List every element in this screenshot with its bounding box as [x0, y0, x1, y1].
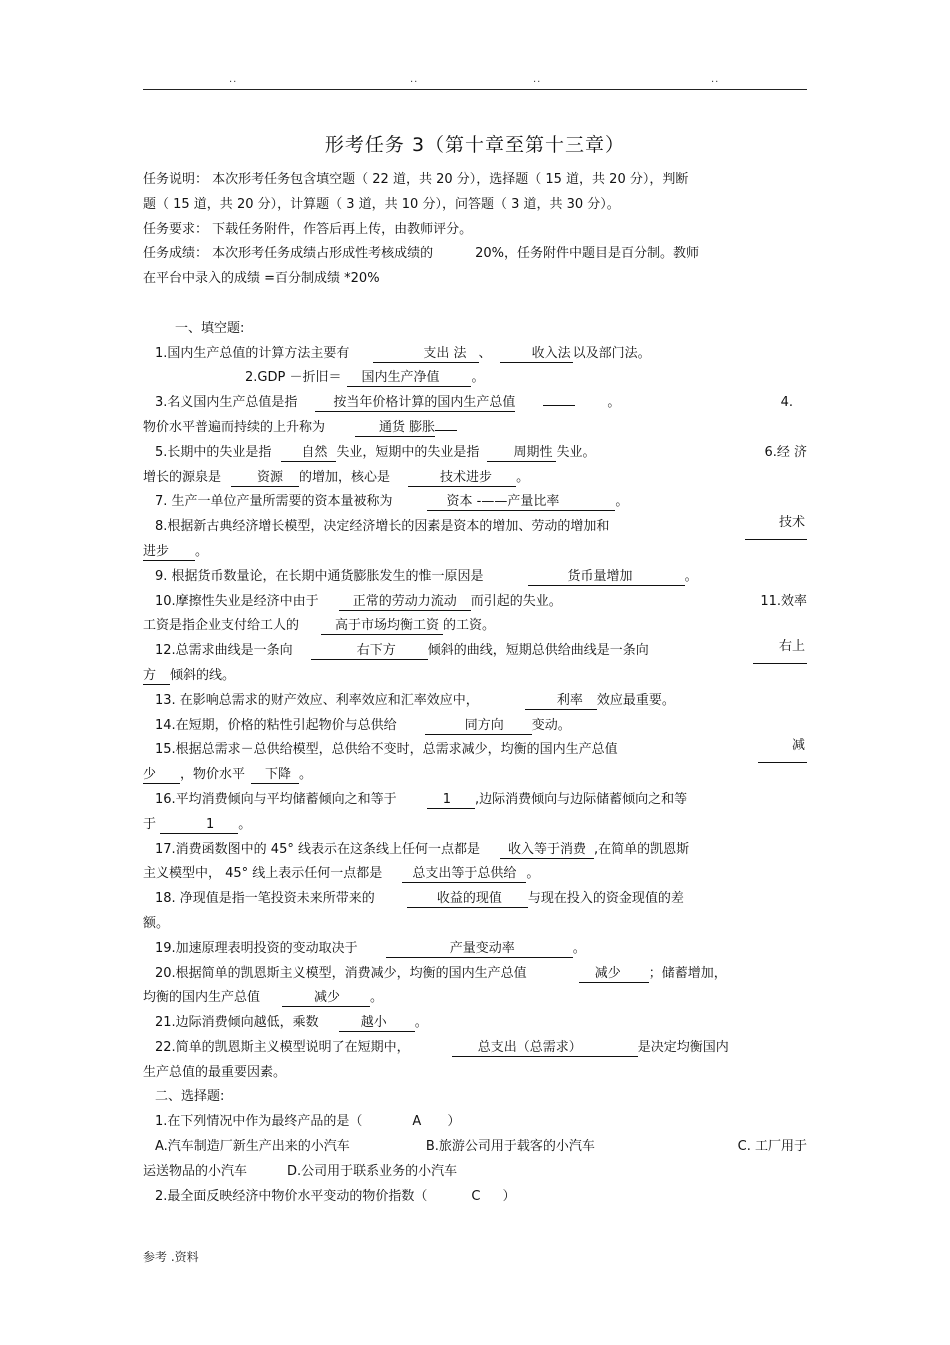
answer-blank: 收益的现值: [407, 891, 528, 908]
answer-blank: 右上: [753, 639, 807, 664]
info-line: 任务说明： 本次形考任务包含填空题（ 22 道，共 20 分），选择题（ 15 道，共 20 分），判断: [143, 172, 689, 187]
section-heading: 一、填空题:: [175, 320, 245, 336]
answer-blank: 1: [160, 817, 238, 834]
answer-blank: 资源: [231, 470, 299, 487]
question: 额。: [143, 915, 170, 931]
header-rule: [143, 89, 807, 90]
header-dot: ..: [533, 74, 542, 85]
question: 3.名义国内生产总值是指 按当年价格计算的国内生产总值 。 4.: [155, 395, 793, 411]
header-dot: ..: [229, 74, 238, 85]
answer-blank: 产量变动率: [386, 941, 573, 958]
answer-blank: 利率: [525, 693, 597, 710]
question: 2.GDP －折旧＝ 国内生产净值 。: [245, 370, 485, 386]
answer-blank: 高于市场均衡工资: [321, 618, 443, 635]
answer-blank: 国内生产净值: [347, 370, 471, 387]
section-heading: 二、选择题:: [155, 1089, 225, 1105]
info-line: 任务成绩： 本次形考任务成绩占形成性考核成绩的 20%，任务附件中题目是百分制。教师: [143, 246, 700, 262]
question: 主义模型中， 45° 线上表示任何一点都是 总支出等于总供给 。: [143, 866, 540, 882]
answer-blank: 方: [143, 668, 170, 685]
answer-blank: 支出 法: [373, 346, 478, 363]
answer-blank: 按当年价格计算的国内生产总值: [315, 395, 515, 412]
info-line: 在平台中录入的成绩 =百分制成绩 *20%: [143, 271, 380, 287]
question: 17.消费函数图中的 45° 线表示在这条线上任何一点都是 收入等于消费 ,在简单的凯恩斯: [155, 841, 690, 857]
question: 于 1 。: [143, 816, 252, 832]
answer-blank: 右下方: [311, 643, 428, 660]
answer-blank: 自然: [281, 445, 336, 462]
info-line: 任务要求： 下载任务附件，作答后再上传，由教师评分。: [143, 221, 473, 237]
answer-blank: 收入等于消费: [500, 842, 594, 859]
question: 15.根据总需求－总供给模型，总供给不变时，总需求减少，均衡的国内生产总值 减: [143, 738, 807, 763]
question: 物价水平普遍而持续的上升称为 通货 膨胀: [143, 416, 807, 441]
question: 21.边际消费倾向越低，乘数 越小 。: [155, 1015, 428, 1031]
answer-blank: 减少: [579, 966, 649, 983]
footer-note: 参考 .资料: [143, 1250, 199, 1264]
answer-blank: 进步: [143, 544, 195, 561]
answer-blank: 技术: [745, 515, 807, 540]
answer-blank: 资本 -——产量比率: [427, 494, 616, 511]
answer-blank: 周期性: [487, 445, 556, 462]
answer-blank: 总支出等于总供给: [402, 866, 526, 883]
question: 均衡的国内生产总值 减少 。: [143, 990, 384, 1006]
answer-blank: [435, 430, 457, 431]
question: 19.加速原理表明投资的变动取决于 产量变动率 。: [155, 940, 586, 956]
answer-blank: 货币量增加: [528, 569, 685, 586]
answer-blank: 同方向: [425, 718, 532, 735]
answer-blank: 总支出（总需求）: [452, 1040, 638, 1057]
question: 14.在短期，价格的粘性引起物价与总供给 同方向 变动。: [155, 717, 571, 733]
question: 1.国内生产总值的计算方法主要有 支出 法 、 收入法 以及部门法。: [155, 345, 651, 361]
question: 16.平均消费倾向与平均储蓄倾向之和等于 1 ,边际消费倾向与边际储蓄倾向之和等: [155, 791, 688, 807]
question: 少 ，物价水平 下降 。: [143, 767, 313, 783]
question: 10.摩擦性失业是经济中由于 正常的劳动力流动 而引起的失业。 11.效率: [155, 593, 807, 609]
question: 1.在下列情况中作为最终产品的是（ A ）: [155, 1114, 461, 1130]
question-options: A.汽车制造厂新生产出来的小汽车 B.旅游公司用于载客的小汽车 C. 工厂用于: [155, 1139, 807, 1155]
answer-blank: 收入法: [500, 346, 573, 363]
answer-blank: 下降: [251, 767, 299, 784]
question: 5.长期中的失业是指 自然 失业，短期中的失业是指 周期性 失业。 6.经 济: [155, 444, 807, 460]
question: 12.总需求曲线是一条向 右下方 倾斜的曲线，短期总供给曲线是一条向 右上: [143, 639, 807, 664]
question: 22.简单的凯恩斯主义模型说明了在短期中， 总支出（总需求） 是决定均衡国内: [155, 1039, 729, 1055]
answer-blank: 减: [758, 738, 807, 763]
question: 7. 生产一单位产量所需要的资本量被称为 资本 -——产量比率 。: [155, 494, 629, 510]
answer-blank: [543, 405, 575, 406]
question-options: 运送物品的小汽车 D.公司用于联系业务的小汽车: [143, 1163, 458, 1179]
page-title: 形考任务 3（第十章至第十三章）: [324, 134, 626, 156]
answer-blank: 少: [143, 767, 180, 784]
question: 进步 。: [143, 543, 209, 559]
question: 18. 净现值是指一笔投资未来所带来的 收益的现值 与现在投入的资金现值的差: [155, 891, 684, 907]
answer-blank: 通货 膨胀: [355, 420, 435, 437]
question: 9. 根据货币数量论，在长期中通货膨胀发生的惟一原因是 货币量增加 。: [155, 568, 698, 584]
question: 20.根据简单的凯恩斯主义模型，消费减少，均衡的国内生产总值 减少 ；储蓄增加，: [155, 965, 727, 981]
question: 2.最全面反映经济中物价水平变动的物价指数（ C ）: [155, 1188, 516, 1204]
question: 13. 在影响总需求的财产效应、利率效应和汇率效应中， 利率 效应最重要。: [155, 692, 675, 708]
answer-blank: 越小: [339, 1015, 415, 1032]
answer-blank: 技术进步: [408, 470, 516, 487]
answer-blank: 减少: [282, 990, 370, 1007]
question: 生产总值的最重要因素。: [143, 1064, 287, 1080]
document-body: [143, 168, 807, 1209]
answer-blank: 正常的劳动力流动: [339, 594, 471, 611]
question: 方 倾斜的线。: [143, 667, 236, 683]
answer-blank: 1: [427, 792, 475, 809]
question: 8.根据新古典经济增长模型，决定经济增长的因素是资本的增加、劳动的增加和 技术: [143, 515, 807, 540]
info-line: 题（ 15 道，共 20 分），计算题（ 3 道，共 10 分），问答题（ 3 道，共 30 分）。: [143, 196, 620, 212]
question: 工资是指企业支付给工人的 高于市场均衡工资 的工资。: [143, 618, 496, 634]
header-dot: ..: [410, 74, 419, 85]
header-dot: ..: [711, 74, 720, 85]
question: 增长的源泉是 资源 的增加，核心是 技术进步 。: [143, 469, 530, 485]
